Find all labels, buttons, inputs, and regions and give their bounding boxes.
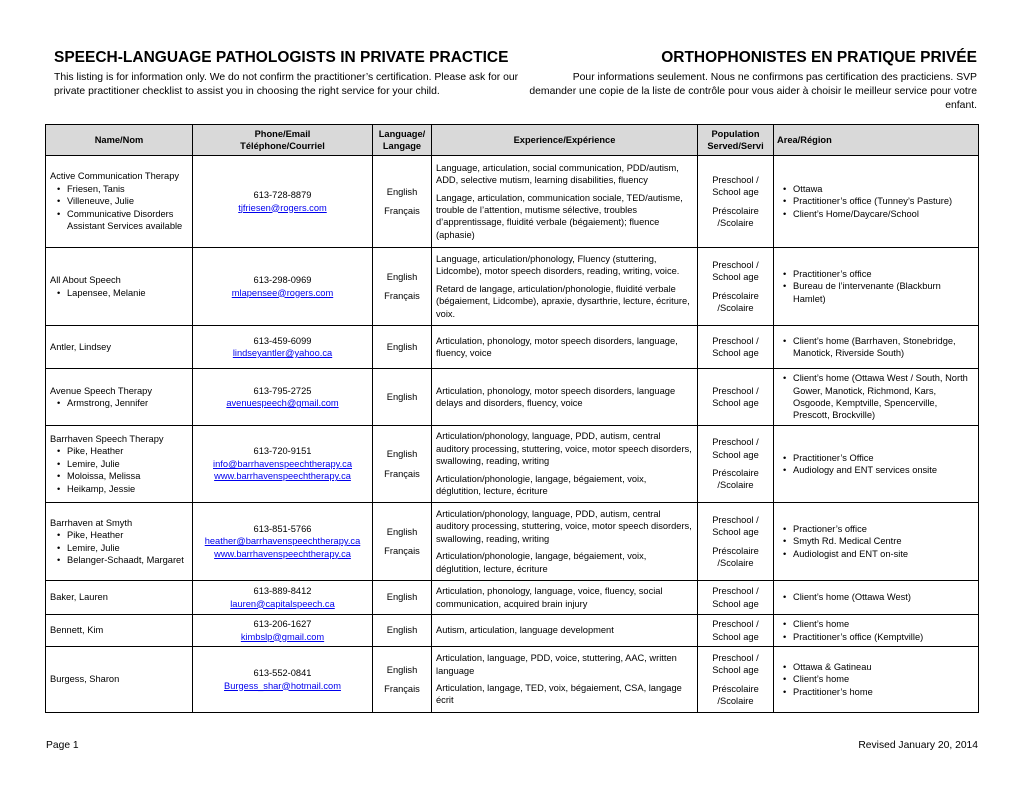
population-item: School age: [712, 665, 759, 676]
area-list: [778, 335, 974, 360]
cell-name: [46, 326, 193, 369]
experience-text: Retard de langage, articulation/phonologie, fluidité verbale (bégaiement, Lidcombe), apraxie, dysarthrie, lecture, écriture, voix.: [436, 283, 690, 319]
cell-population: [698, 326, 774, 369]
header-english: [54, 48, 524, 99]
col-header-area: Area/Région: [774, 125, 979, 156]
cell-language: [373, 369, 432, 426]
area-item: • Client’s home (Barrhaven, Stonebridge, Manotick, Riverside South): [786, 335, 974, 360]
area-list: [778, 523, 974, 560]
cell-area: [774, 647, 979, 713]
page-number: Page 1: [46, 740, 79, 751]
cell-contact: [193, 615, 373, 647]
cell-language: [373, 426, 432, 503]
area-item: • Client’s home: [786, 673, 974, 685]
population-item: /Scolaire: [717, 302, 754, 313]
cell-area: [774, 326, 979, 369]
cell-name: [46, 426, 193, 503]
cell-experience: [432, 615, 698, 647]
population-item: School age: [712, 598, 759, 609]
email-link[interactable]: heather@barrhavenspeechtherapy.ca: [204, 536, 361, 547]
practitioner-table: [45, 124, 979, 713]
population-item: Preschool /: [712, 437, 759, 448]
revision-date: Revised January 20, 2014: [858, 740, 978, 751]
cell-area: [774, 615, 979, 647]
practice-name: Antler, Lindsey: [50, 341, 111, 352]
col-header-phone: Phone/Email Téléphone/Courriel: [193, 125, 373, 156]
area-list: [778, 452, 974, 477]
cell-contact: [193, 581, 373, 615]
cell-name: [46, 156, 193, 248]
population-item: Preschool /: [712, 586, 759, 597]
area-item: • Practioner’s office: [786, 523, 974, 535]
title-english: SPEECH-LANGUAGE PATHOLOGISTS IN PRIVATE PRACTICE: [54, 49, 509, 66]
population-item: Preschool /: [712, 619, 759, 630]
phone-number: 613-552-0841: [253, 668, 312, 679]
member-item: • Belanger-Schaadt, Margaret: [60, 554, 188, 566]
area-item: • Practitioner’s home: [786, 686, 974, 698]
area-list: [778, 618, 974, 643]
cell-population: [698, 369, 774, 426]
table-row: [46, 503, 979, 581]
member-item: • Pike, Heather: [60, 529, 188, 541]
cell-language: [373, 647, 432, 713]
table-row: [46, 326, 979, 369]
cell-name: [46, 503, 193, 581]
cell-area: [774, 156, 979, 248]
header-french: [527, 48, 977, 113]
language-item: English: [386, 186, 418, 197]
experience-text: Articulation, phonology, motor speech disorders, language, fluency, voice: [436, 335, 678, 358]
website-link[interactable]: www.barrhavenspeechtherapy.ca: [214, 471, 351, 482]
area-list: [778, 183, 974, 220]
phone-number: 613-728-8879: [253, 190, 312, 201]
population-item: /Scolaire: [717, 557, 754, 568]
col-header-population: Population Served/Servi: [698, 125, 774, 156]
cell-experience: [432, 647, 698, 713]
phone-number: 613-298-0969: [253, 275, 312, 286]
language-item: Français: [384, 468, 420, 479]
area-item: • Practitioner’s office (Kemptville): [786, 631, 974, 643]
language-item: Français: [384, 684, 420, 694]
cell-experience: [432, 248, 698, 326]
cell-name: [46, 581, 193, 615]
phone-number: 613-720-9151: [253, 446, 312, 457]
cell-population: [698, 503, 774, 581]
area-list: [778, 268, 974, 305]
population-item: Preschool /: [712, 514, 759, 525]
experience-text: Articulation/phonologie, langage, bégaiement, voix, déglutition, lecture, écriture: [436, 473, 647, 497]
member-item: • Communicative Disorders Assistant Services available: [60, 208, 188, 233]
table-row: [46, 426, 979, 503]
area-item: • Client’s home: [786, 618, 974, 630]
population-item: /Scolaire: [717, 695, 754, 706]
title-french: ORTHOPHONISTES EN PRATIQUE PRIVÉE: [661, 49, 977, 66]
area-item: • Audiology and ENT services onsite: [786, 464, 974, 476]
cell-language: [373, 248, 432, 326]
cell-language: [373, 326, 432, 369]
member-item: • Lapensee, Melanie: [60, 287, 188, 299]
table-header-row: [46, 125, 979, 156]
cell-language: [373, 503, 432, 581]
email-link[interactable]: lauren@capitalspeech.ca: [230, 598, 335, 609]
language-item: English: [386, 271, 418, 282]
cell-experience: [432, 503, 698, 581]
cell-name: [46, 248, 193, 326]
cell-contact: [193, 647, 373, 713]
area-list: [778, 372, 974, 422]
cell-contact: [193, 503, 373, 581]
cell-name: [46, 647, 193, 713]
area-item: • Practitioner’s office: [786, 268, 974, 280]
cell-area: [774, 248, 979, 326]
cell-area: [774, 503, 979, 581]
population-item: School age: [712, 348, 759, 358]
practice-name: Baker, Lauren: [50, 592, 108, 603]
email-link[interactable]: info@barrhavenspeechtherapy.ca: [213, 458, 352, 469]
member-item: • Armstrong, Jennifer: [60, 397, 188, 409]
cell-population: [698, 156, 774, 248]
member-list: [50, 183, 188, 233]
cell-experience: [432, 581, 698, 615]
area-item: • Client’s home (Ottawa West): [786, 591, 974, 603]
cell-population: [698, 426, 774, 503]
population-item: School age: [712, 187, 759, 198]
experience-text: Articulation, phonology, language, voice, fluency, social communication, acquired brain injury: [436, 586, 663, 609]
intro-english: This listing is for information only. We do not confirm the practitioner’s certification. Please ask for our private practitioner checklist to assist you in choosing the right service for your child.: [54, 72, 519, 97]
area-item: • Client’s Home/Daycare/School: [786, 208, 974, 220]
phone-number: 613-851-5766: [253, 523, 312, 534]
language-item: English: [386, 625, 418, 636]
population-item: Préscolaire: [712, 290, 759, 301]
experience-text: Articulation/phonology, language, PDD, autism, central auditory processing, stuttering, voice, motor speech disorders, swallowing, reading, writing: [436, 431, 692, 467]
population-item: Preschool /: [712, 385, 759, 396]
cell-population: [698, 581, 774, 615]
col-header-experience: Experience/Expérience: [432, 125, 698, 156]
cell-contact: [193, 156, 373, 248]
cell-contact: [193, 248, 373, 326]
cell-contact: [193, 326, 373, 369]
member-item: • Heikamp, Jessie: [60, 483, 188, 495]
phone-number: 613-889-8412: [253, 586, 312, 597]
population-item: School age: [712, 449, 759, 460]
practice-name: Burgess, Sharon: [50, 674, 120, 685]
cell-area: [774, 581, 979, 615]
member-item: • Lemire, Julie: [60, 542, 188, 554]
member-list: [50, 445, 188, 495]
language-item: English: [386, 341, 418, 352]
language-item: Français: [384, 206, 420, 216]
cell-experience: [432, 369, 698, 426]
phone-number: 613-206-1627: [253, 619, 312, 630]
practice-name: Barrhaven Speech Therapy: [50, 433, 164, 444]
email-link[interactable]: Burgess_shar@hotmail.com: [224, 680, 341, 691]
practice-name: Bennett, Kim: [50, 625, 104, 636]
cell-language: [373, 156, 432, 248]
population-item: Preschool /: [712, 652, 759, 663]
practice-name: Active Communication Therapy: [50, 171, 180, 182]
col-header-language: Language/ Langage: [373, 125, 432, 156]
cell-area: [774, 426, 979, 503]
area-list: [778, 661, 974, 698]
population-item: School age: [712, 272, 759, 283]
population-item: /Scolaire: [717, 217, 754, 228]
cell-contact: [193, 369, 373, 426]
practice-name: All About Speech: [50, 275, 121, 286]
area-item: • Ottawa & Gatineau: [786, 661, 974, 673]
table-row: [46, 647, 979, 713]
population-item: Preschool /: [712, 335, 759, 346]
population-item: School age: [712, 398, 759, 408]
website-link[interactable]: www.barrhavenspeechtherapy.ca: [214, 548, 351, 559]
language-item: English: [386, 526, 418, 537]
language-item: Français: [384, 291, 420, 301]
population-item: Préscolaire: [712, 468, 759, 478]
table-body: [46, 156, 979, 713]
phone-number: 613-459-6099: [253, 335, 312, 346]
cell-contact: [193, 426, 373, 503]
cell-area: [774, 369, 979, 426]
experience-text: Articulation, langage, TED, voix, bégaiement, CSA, langage écrit: [436, 683, 682, 706]
area-list: [778, 591, 974, 603]
experience-text: Autism, articulation, language development: [436, 625, 614, 636]
email-link[interactable]: lindseyantler@yahoo.ca: [232, 348, 333, 358]
population-item: Preschool /: [712, 174, 759, 185]
table-row: [46, 248, 979, 326]
email-link[interactable]: mlapensee@rogers.com: [231, 287, 334, 298]
language-item: English: [386, 391, 418, 402]
cell-language: [373, 581, 432, 615]
experience-text: Articulation, language, PDD, voice, stuttering, AAC, written language: [436, 653, 677, 676]
language-item: English: [386, 449, 418, 460]
area-item: • Smyth Rd. Medical Centre: [786, 535, 974, 547]
area-item: • Bureau de l’intervenante (Blackburn Hamlet): [786, 280, 974, 305]
cell-name: [46, 369, 193, 426]
practice-name: Avenue Speech Therapy: [50, 385, 152, 396]
cell-experience: [432, 326, 698, 369]
area-item: • Practitioner’s office (Tunney’s Pasture): [786, 195, 974, 207]
area-item: • Practitioner’s Office: [786, 452, 974, 464]
member-list: [50, 397, 188, 409]
area-item: • Ottawa: [786, 183, 974, 195]
experience-text: Language, articulation, social communication, PDD/autism, ADD, selective mutism, learning disabilities, fluency: [436, 162, 679, 186]
population-item: Préscolaire: [712, 683, 759, 694]
email-link[interactable]: tjfriesen@rogers.com: [238, 202, 327, 213]
member-item: • Villeneuve, Julie: [60, 195, 188, 207]
experience-text: Articulation, phonology, motor speech disorders, language delays and disorders, fluency, voice: [436, 385, 676, 408]
area-item: • Client’s home (Ottawa West / South, North Gower, Manotick, Richmond, Kars, Osgoode, Kemptville, Spencerville, Prescott, Brockville): [786, 372, 974, 422]
table-row: [46, 615, 979, 647]
cell-language: [373, 615, 432, 647]
experience-text: Articulation/phonology, language, PDD, autism, central auditory processing, stuttering, voice, motor speech disorders, swallowing, reading, writing: [436, 508, 692, 544]
table-row: [46, 156, 979, 248]
cell-experience: [432, 156, 698, 248]
cell-name: [46, 615, 193, 647]
population-item: Préscolaire: [712, 205, 759, 216]
experience-text: Language, articulation/phonology, Fluency (stuttering, Lidcombe), motor speech disorders, reading, writing, voice.: [436, 253, 680, 277]
member-item: • Moloissa, Melissa: [60, 470, 188, 482]
population-item: Preschool /: [712, 259, 759, 270]
population-item: School age: [712, 631, 759, 642]
experience-text: Langage, articulation, communication sociale, TED/autisme, trouble de l’attention, mutisme sélective, troubles d’apprentissage, fluidité verbale (bégaiement); fluence (aphasie): [436, 192, 683, 240]
area-item: • Audiologist and ENT on-site: [786, 548, 974, 560]
intro-french: Pour informations seulement. Nous ne confirmons pas certification des practiciens. SVP demander une copie de la liste de contrôle pour vous aider à choisir le meilleur service pour votre enfant.: [529, 72, 977, 111]
experience-text: Articulation/phonologie, langage, bégaiement, voix, déglutition, lecture, écriture: [436, 551, 647, 574]
population-item: School age: [712, 527, 759, 538]
member-list: [50, 287, 188, 299]
cell-population: [698, 248, 774, 326]
member-item: • Pike, Heather: [60, 445, 188, 457]
cell-population: [698, 615, 774, 647]
member-item: • Lemire, Julie: [60, 458, 188, 470]
language-item: English: [386, 592, 418, 603]
member-list: [50, 529, 188, 566]
practice-name: Barrhaven at Smyth: [50, 517, 133, 528]
language-item: English: [386, 664, 418, 675]
population-item: Préscolaire: [712, 545, 759, 556]
phone-number: 613-795-2725: [253, 385, 312, 396]
cell-population: [698, 647, 774, 713]
cell-experience: [432, 426, 698, 503]
col-header-name: Name/Nom: [46, 125, 193, 156]
email-link[interactable]: kimbslp@gmail.com: [240, 631, 325, 642]
email-link[interactable]: avenuespeech@gmail.com: [226, 398, 339, 408]
language-item: Français: [384, 546, 420, 556]
member-item: • Friesen, Tanis: [60, 183, 188, 195]
population-item: /Scolaire: [717, 480, 754, 491]
table-row: [46, 581, 979, 615]
table-row: [46, 369, 979, 426]
